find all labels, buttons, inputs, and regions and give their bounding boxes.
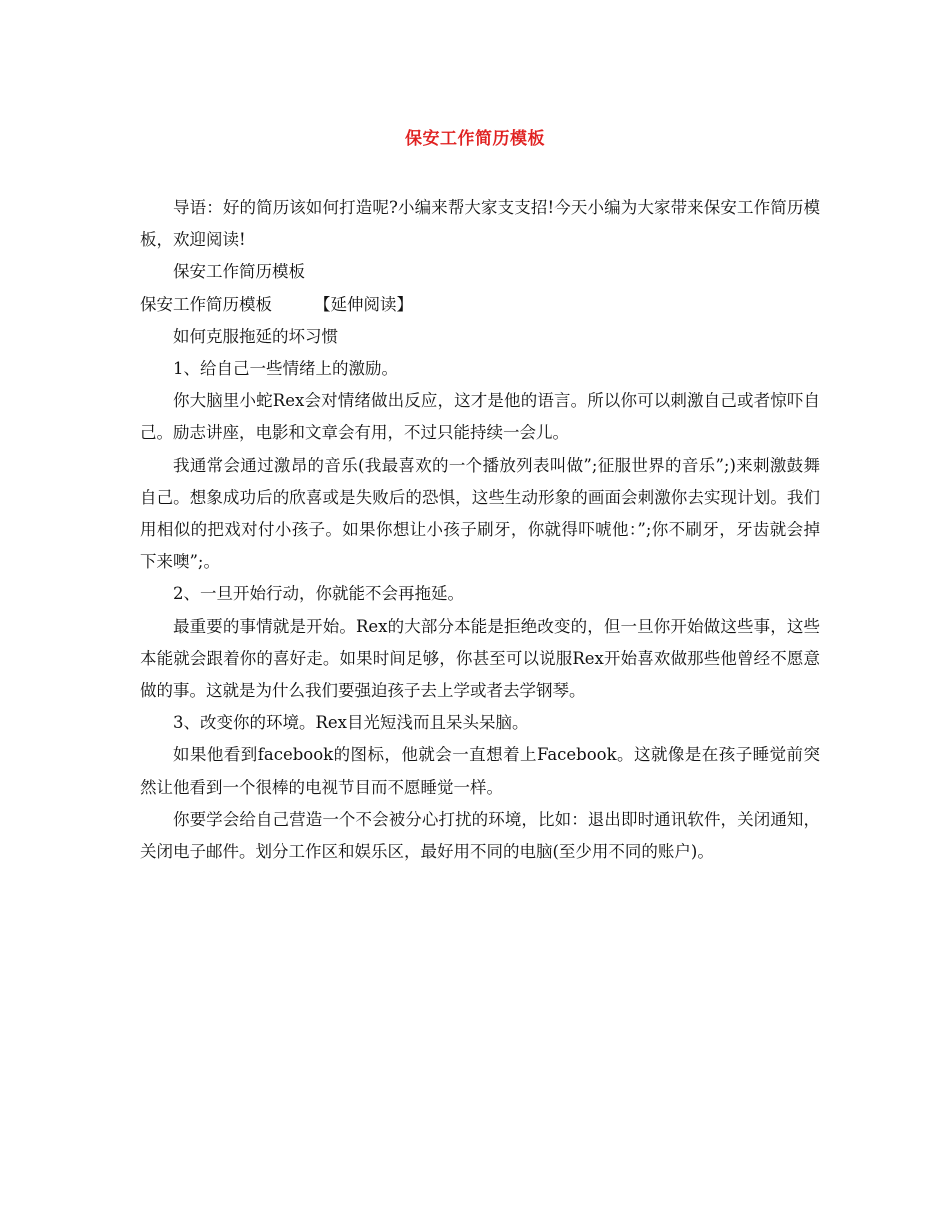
paragraph-2: 我通常会通过激昂的音乐(我最喜欢的一个播放列表叫做”;征服世界的音乐”;)来刺激鼓舞自己。想象成功后的欣喜或是失败后的恐惧，这些生动形象的画面会刺激你去实现计划。我们用相似的把戏对付小孩子。如果你想让小孩子刷牙，你就得吓唬他：”;你不刷牙，牙齿就会掉下来噢”;。 — [140, 455, 820, 572]
article-title: 如何克服拖延的坏习惯 — [173, 326, 338, 346]
point-1: 1、给自己一些情绪上的激励。 — [173, 359, 398, 379]
paragraph-1: 你大脑里小蛇Rex会对情绪做出反应，这才是他的语言。所以你可以刺激自己或者惊吓自己。励志讲座，电影和文章会有用，不过只能持续一会儿。 — [140, 391, 820, 443]
extended-reading-label: 【延伸阅读】 — [314, 294, 413, 314]
document-title: 保安工作简历模板 — [405, 129, 545, 149]
paragraph-5: 你要学会给自己营造一个不会被分心打扰的环境，比如：退出即时通讯软件，关闭通知，关闭电子邮件。划分工作区和娱乐区，最好用不同的电脑(至少用不同的账户)。 — [140, 809, 820, 862]
point-3: 3、改变你的环境。Rex目光短浅而且呆头呆脑。 — [173, 713, 529, 733]
paragraph-4: 如果他看到facebook的图标，他就会一直想着上Facebook。这就像是在孩子睡觉前突然让他看到一个很棒的电视节目而不愿睡觉一样。 — [140, 745, 820, 797]
extended-reading-row — [140, 289, 820, 321]
paragraph-3: 最重要的事情就是开始。Rex的大部分本能是拒绝改变的，但一旦你开始做这些事，这些本能就会跟着你的喜好走。如果时间足够，你甚至可以说服Rex开始喜欢做那些他曾经不愿意做的事。这就是为什么我们要强迫孩子去上学或者去学钢琴。 — [140, 616, 820, 701]
point-2: 2、一旦开始行动，你就能不会再拖延。 — [173, 584, 464, 604]
document-body — [140, 192, 820, 868]
subheading: 保安工作简历模板 — [173, 262, 305, 282]
intro-paragraph: 导语：好的简历该如何打造呢?小编来帮大家支支招!今天小编为大家带来保安工作简历模板，欢迎阅读! — [140, 198, 820, 250]
subheading-repeat: 保安工作简历模板 — [140, 294, 272, 314]
